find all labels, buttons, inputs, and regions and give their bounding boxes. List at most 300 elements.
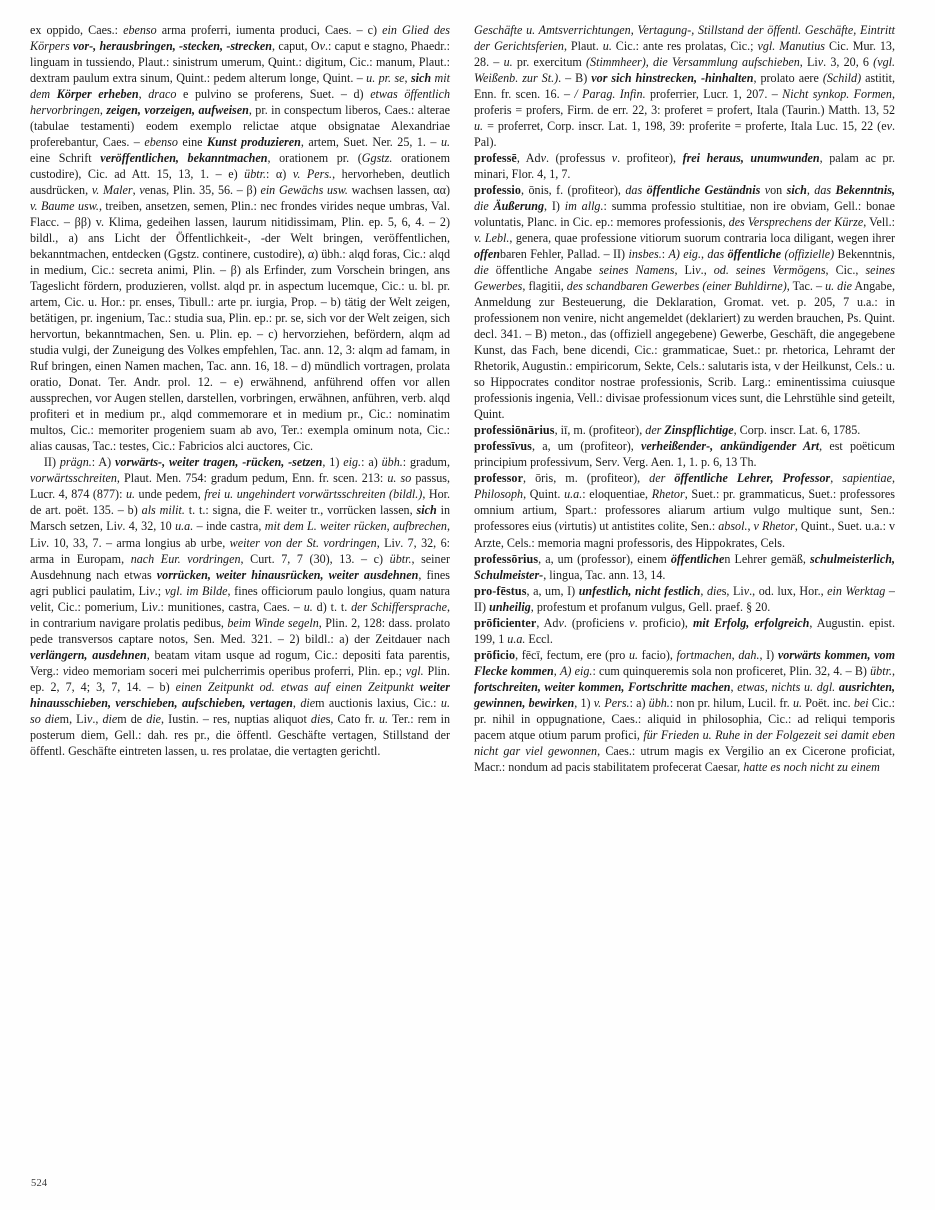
abbrev-italic: eig.: [343, 455, 362, 470]
abbrev-italic: [784, 247, 834, 261]
abbrev-italic: [737, 680, 835, 694]
abbrev-italic: [887, 119, 892, 133]
abbrev-italic: v: [319, 39, 325, 54]
abbrev-italic: v: [886, 119, 892, 134]
abbrev-italic: [565, 199, 604, 213]
abbrev-italic: [753, 503, 758, 517]
abbrev-italic: seines Namens: [598, 263, 675, 278]
abbrev-italic: [387, 471, 411, 485]
abbrev-italic: [30, 600, 35, 614]
abbrev-italic: [45, 712, 60, 726]
abbrev-italic: [357, 167, 362, 181]
abbrev-italic: [628, 247, 661, 261]
abbrev-italic: v. Baume usw.: [30, 199, 99, 214]
gloss-phrase: [489, 600, 531, 614]
abbrev-italic: [649, 696, 670, 710]
abbrev-italic: v: [194, 647, 200, 662]
abbrev-italic: [753, 503, 758, 517]
abbrev-italic: (bildl.): [389, 487, 423, 502]
abbrev-italic: v: [591, 71, 597, 86]
entry-proficienter: prōficienter, Adv. (proficiens v. proficio), mit Erfolg, erfolgreich, Augustin. epist. 199, 1 u.a. Eccl.: [474, 615, 895, 646]
gloss-phrase: [474, 247, 500, 261]
abbrev-italic: [515, 439, 520, 453]
headword: professōrius: [474, 551, 539, 566]
abbrev-italic: [362, 151, 393, 165]
abbrev-italic: [382, 455, 403, 469]
abbrev-italic: [474, 231, 509, 245]
abbrev-italic: [474, 215, 479, 229]
abbrev-italic: [814, 183, 831, 197]
gloss-phrase: [591, 71, 753, 85]
abbrev-italic: [123, 23, 157, 37]
abbrev-italic: [73, 39, 78, 53]
abbrev-italic: [387, 471, 411, 485]
headword: prōficienter: [474, 615, 537, 630]
abbrev-italic: als milit.: [141, 503, 185, 518]
abbrev-italic: v: [629, 615, 635, 630]
abbrev-italic: [507, 632, 525, 646]
abbrev-italic: etwas öffentlich hervorbringen: [30, 87, 450, 118]
gloss-phrase: [591, 71, 753, 85]
abbrev-italic: [690, 439, 706, 453]
entry-proficio: prōficio, fēcī, fectum, ere (pro u. facio), fortmachen, dah., I) vorwärts kommen, vom Flecke kommen, A) eig.: cum quinqueremis sola non proficeret, Plin. 32, 4. – B) übtr., fortschreiten, weiter kommen, Fortschritte machen, etwas, nichts u. dgl. ausrichten, gewinnen, bewirken, 1) v. Pers.: a) übh.: non pr. hilum, Lucil. fr. u. Poët. inc. bei Cic.: pr. nihil in oppugnatione, Caes.: aliquid in philosophia, Cic.: ad reliqui temporis pacem atque otium parum profici, für Frieden u. Ruhe in der Folgezeit sei damit eben nicht gar viel gewonnen, Caes.: utrum magis ex Vergilio an ex Cicerone proficiat, Macr.: nondum ad pacis stabilitatem profecerat Caesar, hatte es noch nicht zu einem: [474, 647, 896, 774]
abbrev-italic: das: [707, 247, 725, 262]
gloss-phrase: ausrichten, gewinnen, bewirken: [474, 679, 896, 710]
abbrev-italic: [30, 471, 117, 485]
abbrev-italic: [641, 439, 646, 453]
abbrev-italic: [574, 87, 645, 101]
abbrev-italic: [640, 231, 645, 245]
gloss-phrase: [641, 439, 819, 453]
abbrev-italic: [803, 199, 808, 213]
abbrev-italic: [695, 263, 700, 277]
abbrev-italic: [362, 151, 393, 165]
abbrev-italic: [558, 616, 563, 630]
abbrev-italic: [115, 455, 120, 469]
abbrev-italic: [157, 568, 162, 582]
abbrev-italic: [640, 231, 645, 245]
abbrev-italic: v: [115, 455, 121, 470]
abbrev-italic: [149, 584, 154, 598]
headword: professio: [474, 183, 522, 198]
abbrev-italic: [474, 263, 489, 277]
abbrev-italic: [148, 87, 176, 101]
abbrev-italic: v: [115, 695, 121, 710]
abbrev-italic: v: [156, 567, 163, 582]
gloss-phrase: [674, 471, 830, 485]
abbrev-italic: [474, 215, 479, 229]
abbrev-italic: [474, 23, 895, 53]
abbrev-italic: [144, 135, 178, 149]
abbrev-italic: [625, 183, 642, 197]
abbrev-italic: [765, 183, 770, 197]
abbrev-italic: [366, 71, 404, 85]
abbrev-italic: [567, 279, 787, 293]
abbrev-italic: [139, 183, 144, 197]
abbrev-italic: [744, 584, 749, 598]
abbrev-italic: übh.: [648, 695, 670, 710]
abbrev-italic: [41, 536, 46, 550]
abbrev-italic: [175, 519, 193, 533]
abbrev-italic: [123, 23, 157, 37]
gloss-phrase: [474, 680, 731, 694]
abbrev-italic: [629, 648, 638, 662]
abbrev-italic: [574, 87, 645, 101]
gloss-phrase: Bekenntnis,: [835, 183, 895, 198]
abbrev-italic: [558, 616, 563, 630]
abbrev-italic: [558, 616, 563, 630]
abbrev-italic: [778, 648, 783, 662]
abbrev-italic: [144, 103, 149, 117]
abbrev-italic: v: [86, 711, 93, 726]
abbrev-italic: [743, 760, 880, 774]
abbrev-italic: [123, 23, 157, 37]
abbrev-italic: [504, 55, 513, 69]
abbrev-italic: [45, 712, 60, 726]
abbrev-italic: [827, 584, 885, 598]
abbrev-italic: [144, 135, 178, 149]
abbrev-italic: [765, 183, 770, 197]
abbrev-italic: [568, 455, 573, 469]
abbrev-italic: [474, 231, 509, 245]
abbrev-italic: [827, 584, 885, 598]
abbrev-italic: [87, 712, 92, 726]
abbrev-italic: [649, 471, 665, 485]
abbrev-italic: u.: [440, 135, 451, 150]
gloss-phrase: [693, 616, 809, 630]
abbrev-italic: [870, 664, 892, 678]
gloss-phrase: Körper erheben: [56, 87, 139, 102]
gloss-phrase: [591, 71, 753, 85]
abbrev-italic: [690, 439, 706, 453]
abbrev-italic: [100, 151, 105, 165]
gloss-phrase: [683, 151, 820, 165]
gloss-phrase: Äußerung: [493, 199, 545, 214]
abbrev-italic: dah.: [738, 647, 760, 662]
abbrev-italic: v: [611, 151, 618, 166]
abbrev-italic: [504, 55, 513, 69]
abbrev-italic: [474, 199, 489, 213]
abbrev-italic: [591, 71, 596, 85]
abbrev-italic: [780, 439, 796, 453]
abbrev-italic: [100, 151, 105, 165]
abbrev-italic: [176, 680, 414, 694]
abbrev-italic: [594, 696, 630, 710]
abbrev-italic: [641, 439, 646, 453]
abbrev-italic: u. so: [30, 695, 450, 726]
abbrev-italic: [854, 696, 869, 710]
abbrev-italic: Philosoph: [474, 487, 524, 502]
gloss-phrase: [57, 87, 139, 101]
abbrev-italic: vorwärtsschreiten: [30, 471, 117, 486]
gloss-phrase: [115, 455, 322, 469]
abbrev-italic: [320, 39, 325, 53]
abbrev-italic: [560, 664, 592, 678]
abbrev-italic: [115, 455, 120, 469]
abbrev-italic: [558, 616, 563, 630]
abbrev-italic: [625, 183, 642, 197]
abbrev-italic: v. Maler: [91, 183, 133, 198]
abbrev-italic: [780, 439, 796, 453]
abbrev-italic: [165, 584, 228, 598]
abbrev-italic: u. pr. se: [366, 71, 405, 86]
gloss-phrase: [115, 455, 322, 469]
abbrev-italic: [115, 696, 120, 710]
abbrev-italic: v: [394, 535, 401, 550]
gloss-phrase: [671, 552, 725, 566]
abbrev-italic: der: [649, 471, 666, 486]
abbrev-italic: [707, 247, 724, 261]
abbrev-italic: [30, 471, 117, 485]
abbrev-italic: [594, 696, 630, 710]
abbrev-italic: [695, 263, 700, 277]
abbrev-italic: [649, 471, 665, 485]
abbrev-italic: [300, 696, 315, 710]
abbrev-italic: [157, 568, 162, 582]
abbrev-italic: [854, 696, 869, 710]
abbrev-italic: [474, 263, 489, 277]
abbrev-italic: [30, 471, 117, 485]
gloss-phrase: [664, 423, 733, 437]
abbrev-italic: ebenso: [144, 135, 178, 150]
abbrev-italic: [743, 760, 880, 774]
gloss-phrase: [207, 135, 301, 149]
abbrev-italic: [629, 648, 638, 662]
abbrev-italic: [645, 423, 661, 437]
abbrev-italic: [441, 135, 450, 149]
gloss-phrase: unfestlich, nicht festlich: [578, 583, 701, 598]
abbrev-italic: [474, 199, 489, 213]
entry-profero-continuation-2: Geschäfte u. Amtsverrichtungen, Vertagung-, Stillstand der öffentl. Geschäfte, Eintritt der Gerichtsferien, Plaut. u. Cic.: ante res prolatas, Cic.; vgl. Manutius Cic. Mur. 13, 28. – u. pr. exercitum (Stimmheer), die Versammlung aufschieben, Liv. 3, 20, 6 (vgl. Weißenb. zur St.). – B) vor sich hinstrecken, -hinhalten, prolato aere (Schild) astitit, Enn. fr. scen. 16. – / Parag. Infin. proferrier, Lucr. 1, 207. – Nicht synkop. Formen, proferis = profers, Firm. de err. 22, 3: proferet = profert, Itala (Taurin.) Matth. 13, 52 u. = proferret, Corp. inscr. Lat. 1, 198, 39: proferite = proferte, Itala Luc. 15, 22 (ev. Pal).: [474, 23, 896, 150]
abbrev-italic: (Schild): [822, 71, 862, 86]
abbrev-italic: [814, 183, 831, 197]
abbrev-italic: [30, 471, 117, 485]
abbrev-italic: (Stimmheer), die Versammlung aufschieben: [586, 55, 800, 70]
gloss-phrase: sich: [416, 503, 437, 518]
abbrev-italic: [695, 263, 700, 277]
abbrev-italic: v: [743, 583, 750, 598]
abbrev-italic: v: [611, 455, 617, 470]
abbrev-italic: [366, 71, 404, 85]
abbrev-italic: (vgl. Weißenb. zur St.): [474, 55, 895, 86]
abbrev-italic: [30, 600, 35, 614]
abbrev-italic: u.: [303, 599, 313, 614]
abbrev-italic: [100, 151, 105, 165]
abbrev-italic: [559, 519, 564, 533]
abbrev-italic: v: [558, 519, 565, 534]
headword: professē: [474, 151, 517, 166]
abbrev-italic: [293, 167, 332, 181]
abbrev-italic: [102, 712, 117, 726]
gloss-phrase: [106, 103, 249, 117]
abbrev-italic: u.a.: [564, 487, 583, 502]
abbrev-italic: [115, 696, 120, 710]
abbrev-italic: [744, 584, 749, 598]
abbrev-italic: [612, 151, 617, 165]
abbrev-italic: [707, 247, 724, 261]
gloss-phrase: vor-, herausbringen, -stecken, -strecken: [72, 39, 273, 54]
abbrev-italic: beim Winde segeln: [227, 615, 319, 630]
abbrev-italic: [568, 455, 573, 469]
abbrev-italic: [707, 247, 724, 261]
abbrev-italic: [382, 455, 403, 469]
gloss-phrase: [73, 39, 272, 53]
abbrev-italic: [649, 696, 670, 710]
abbrev-italic: [474, 199, 489, 213]
abbrev-italic: v: [357, 167, 363, 182]
gloss-phrase: [674, 471, 830, 485]
abbrev-italic: [115, 696, 120, 710]
abbrev-italic: [244, 167, 266, 181]
abbrev-italic: [565, 199, 604, 213]
abbrev-italic: [210, 87, 215, 101]
abbrev-italic: [591, 71, 596, 85]
abbrev-italic: [507, 632, 525, 646]
abbrev-italic: [668, 247, 701, 261]
abbrev-italic: [293, 167, 332, 181]
abbrev-italic: [244, 167, 266, 181]
abbrev-italic: [651, 600, 656, 614]
abbrev-italic: [507, 632, 525, 646]
abbrev-italic: [146, 712, 161, 726]
abbrev-italic: [87, 712, 92, 726]
gloss-phrase: [579, 584, 701, 598]
abbrev-italic: für Frieden u. Ruhe in der Folgezeit sei damit eben nicht gar viel gewonnen: [474, 727, 895, 758]
abbrev-italic: [474, 199, 489, 213]
abbrev-italic: das: [625, 183, 643, 198]
gloss-phrase: vorwärts-, weiter tragen, -rücken, -setzen: [115, 455, 323, 470]
abbrev-italic: [45, 712, 60, 726]
abbrev-italic: [126, 487, 135, 501]
abbrev-italic: [406, 664, 424, 678]
abbrev-italic: [645, 423, 661, 437]
abbrev-italic: [244, 167, 266, 181]
abbrev-italic: [45, 712, 60, 726]
abbrev-italic: [629, 616, 634, 630]
abbrev-italic: [63, 664, 68, 678]
gloss-phrase: [157, 568, 419, 582]
abbrev-italic: v: [650, 599, 657, 614]
gloss-phrase: sich: [410, 71, 432, 86]
abbrev-italic: [474, 23, 895, 53]
abbrev-italic: [649, 696, 670, 710]
abbrev-italic: [73, 39, 78, 53]
gloss-phrase: [674, 471, 830, 485]
abbrev-italic: [320, 39, 325, 53]
abbrev-italic: v: [149, 583, 155, 598]
abbrev-italic: u. so: [387, 471, 412, 486]
abbrev-italic: [474, 263, 489, 277]
abbrev-italic: [814, 183, 831, 197]
abbrev-italic: [210, 87, 215, 101]
abbrev-italic: [778, 648, 783, 662]
abbrev-italic: [564, 487, 582, 501]
headword: professor: [474, 471, 524, 486]
abbrev-italic: [803, 199, 808, 213]
abbrev-italic: [30, 600, 35, 614]
abbrev-italic: [778, 648, 783, 662]
gloss-phrase: schulmeisterlich, Schulmeister-: [474, 551, 895, 582]
abbrev-italic: absol.: [718, 519, 748, 534]
abbrev-italic: [758, 39, 776, 53]
entry-pro-festus: pro-fēstus, a, um, I) unfestlich, nicht festlich, dies, Liv., od. lux, Hor., ein Werktag – II) unheilig, profestum et profanum vulgus, Gell. praef. § 20.: [474, 583, 895, 614]
abbrev-italic: [707, 584, 722, 598]
abbrev-italic: [599, 263, 675, 277]
abbrev-italic: [126, 487, 135, 501]
abbrev-italic: draco: [148, 87, 177, 102]
abbrev-italic: v: [62, 663, 69, 678]
gloss-phrase: öffentliche Geständnis: [646, 183, 761, 198]
abbrev-italic: [139, 183, 144, 197]
abbrev-italic: [625, 183, 642, 197]
abbrev-italic: seines Gewerbes: [474, 263, 895, 294]
abbrev-italic: [541, 151, 546, 165]
abbrev-italic: Rhetor: [651, 487, 685, 502]
abbrev-italic: [793, 696, 802, 710]
abbrev-italic: [718, 519, 747, 533]
abbrev-italic: [560, 664, 592, 678]
abbrev-italic: [165, 584, 228, 598]
abbrev-italic: [765, 183, 770, 197]
abbrev-italic: [92, 183, 133, 197]
abbrev-italic: [63, 664, 68, 678]
abbrev-italic: [603, 39, 612, 53]
abbrev-italic: [625, 183, 642, 197]
abbrev-italic: [30, 648, 35, 662]
abbrev-italic: [149, 584, 154, 598]
gloss-phrase: zeigen, vorzeigen, aufweisen: [106, 103, 249, 118]
abbrev-italic: der: [780, 439, 797, 454]
abbrev-italic: [92, 183, 133, 197]
abbrev-italic: [230, 536, 377, 550]
abbrev-italic: [148, 87, 176, 101]
gloss-phrase: [647, 183, 761, 197]
headword: professiōnārius: [474, 423, 555, 438]
abbrev-italic: [194, 648, 199, 662]
abbrev-italic: [586, 55, 800, 69]
abbrev-italic: u.a.: [507, 631, 526, 646]
abbrev-italic: [586, 55, 800, 69]
abbrev-italic: [92, 183, 133, 197]
gloss-phrase: [411, 71, 431, 85]
gloss-phrase: [417, 503, 437, 517]
abbrev-italic: [778, 648, 783, 662]
abbrev-italic: v: [210, 87, 216, 102]
abbrev-italic: [343, 455, 361, 469]
abbrev-italic: [343, 455, 361, 469]
abbrev-italic: [244, 167, 266, 181]
abbrev-italic: [474, 23, 895, 53]
abbrev-italic: [558, 616, 563, 630]
gloss-phrase: [591, 71, 753, 85]
abbrev-italic: [441, 135, 450, 149]
abbrev-italic: [645, 423, 661, 437]
abbrev-italic: [474, 487, 523, 501]
abbrev-italic: [73, 39, 78, 53]
abbrev-italic: ein Glied des Körpers: [30, 23, 451, 54]
abbrev-italic: [765, 183, 770, 197]
abbrev-italic: [568, 455, 573, 469]
abbrev-italic: [707, 584, 722, 598]
abbrev-italic: übtr.: [244, 167, 266, 182]
abbrev-italic: insbes.: [628, 247, 662, 262]
abbrev-italic: [611, 455, 616, 469]
abbrev-italic: [793, 696, 802, 710]
abbrev-italic: [102, 712, 117, 726]
abbrev-italic: [707, 584, 722, 598]
abbrev-italic: Manutius: [779, 39, 825, 54]
abbrev-italic: [641, 439, 646, 453]
